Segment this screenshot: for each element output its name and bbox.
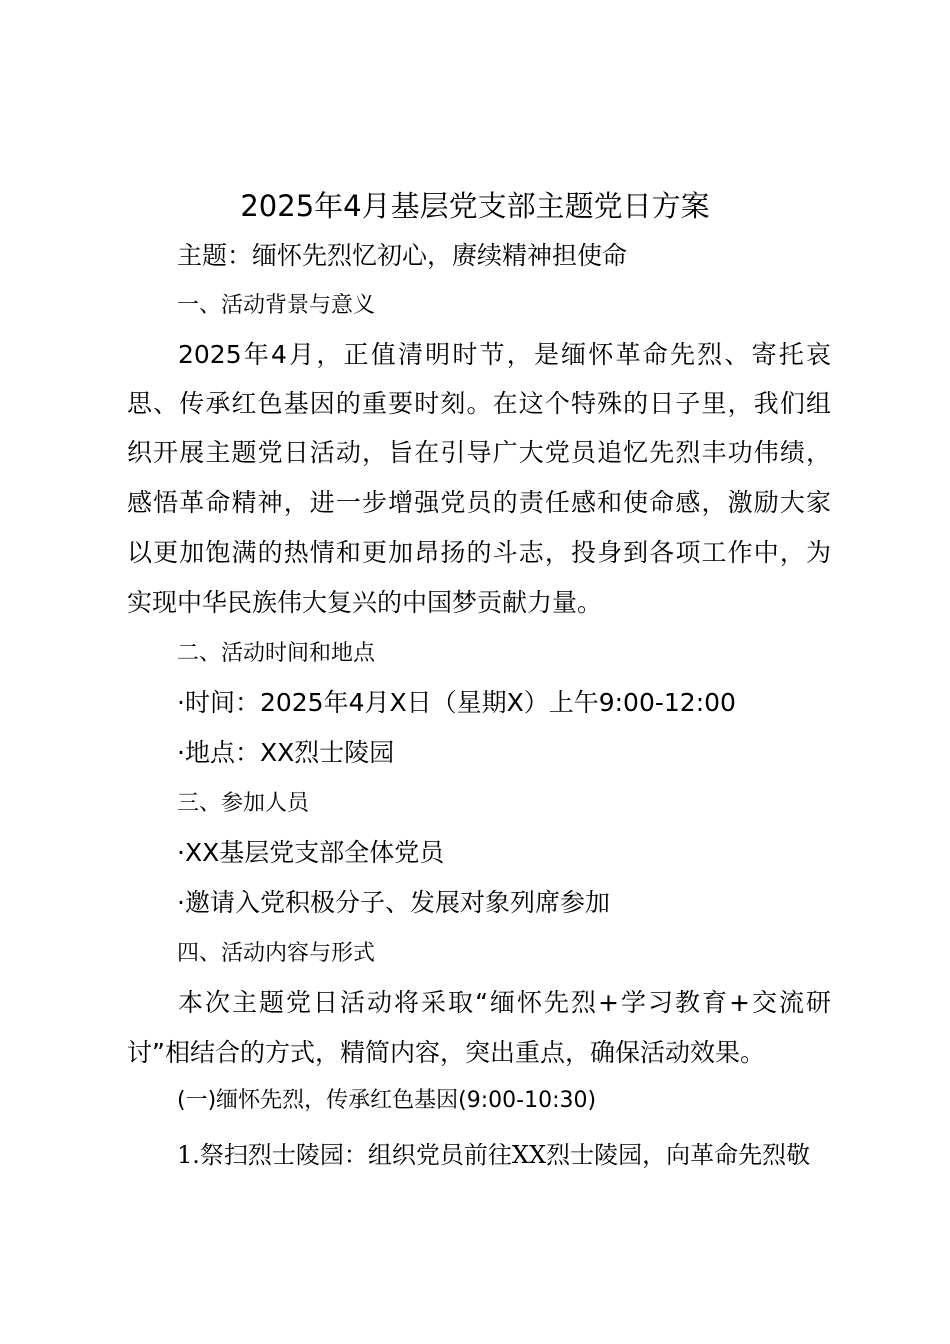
theme-line: 主题：缅怀先烈忆初心，赓续精神担使命 [177, 241, 628, 270]
subsection-heading-commemorate: (一)缅怀先烈，传承红色基因(9:00-10:30) [177, 1088, 597, 1113]
document-title: 2025年4月基层党支部主题党日方案 [240, 189, 710, 223]
participant-item-members: ·XX基层党支部全体党员 [177, 838, 445, 867]
background-paragraph-line-4: 感悟革命精神，进一步增强党员的责任感和使命感，激励大家 [127, 488, 831, 517]
content-paragraph-line-1: 本次主题党日活动将采取“缅怀先烈+学习教育+交流研 [178, 988, 831, 1017]
background-paragraph-line-2: 思、传承红色基因的重要时刻。在这个特殊的日子里，我们组 [127, 389, 831, 418]
content-paragraph-line-2: 讨”相结合的方式，精简内容，突出重点，确保活动效果。 [127, 1038, 765, 1067]
background-paragraph-line-3: 织开展主题党日活动，旨在引导广大党员追忆先烈丰功伟绩， [127, 438, 831, 467]
background-paragraph-line-6: 实现中华民族伟大复兴的中国梦贡献力量。 [127, 588, 603, 617]
section-heading-content-form: 四、活动内容与形式 [177, 941, 376, 966]
time-item: ·时间：2025年4月X日（星期X）上午9:00-12:00 [177, 688, 736, 717]
place-item: ·地点：XX烈士陵园 [177, 738, 395, 767]
section-heading-time-place: 二、活动时间和地点 [177, 641, 376, 666]
background-paragraph-line-5: 以更加饱满的热情和更加昂扬的斗志，投身到各项工作中，为 [127, 538, 831, 567]
participant-item-invited: ·邀请入党积极分子、发展对象列席参加 [177, 888, 610, 917]
section-heading-background: 一、活动背景与意义 [177, 293, 376, 318]
background-paragraph-line-1: 2025年4月，正值清明时节，是缅怀革命先烈、寄托哀 [178, 340, 831, 369]
section-heading-participants: 三、参加人员 [177, 791, 310, 816]
item-tomb-sweeping: 1.祭扫烈士陵园：组织党员前往XX烈士陵园，向革命先烈敬 [177, 1141, 811, 1169]
